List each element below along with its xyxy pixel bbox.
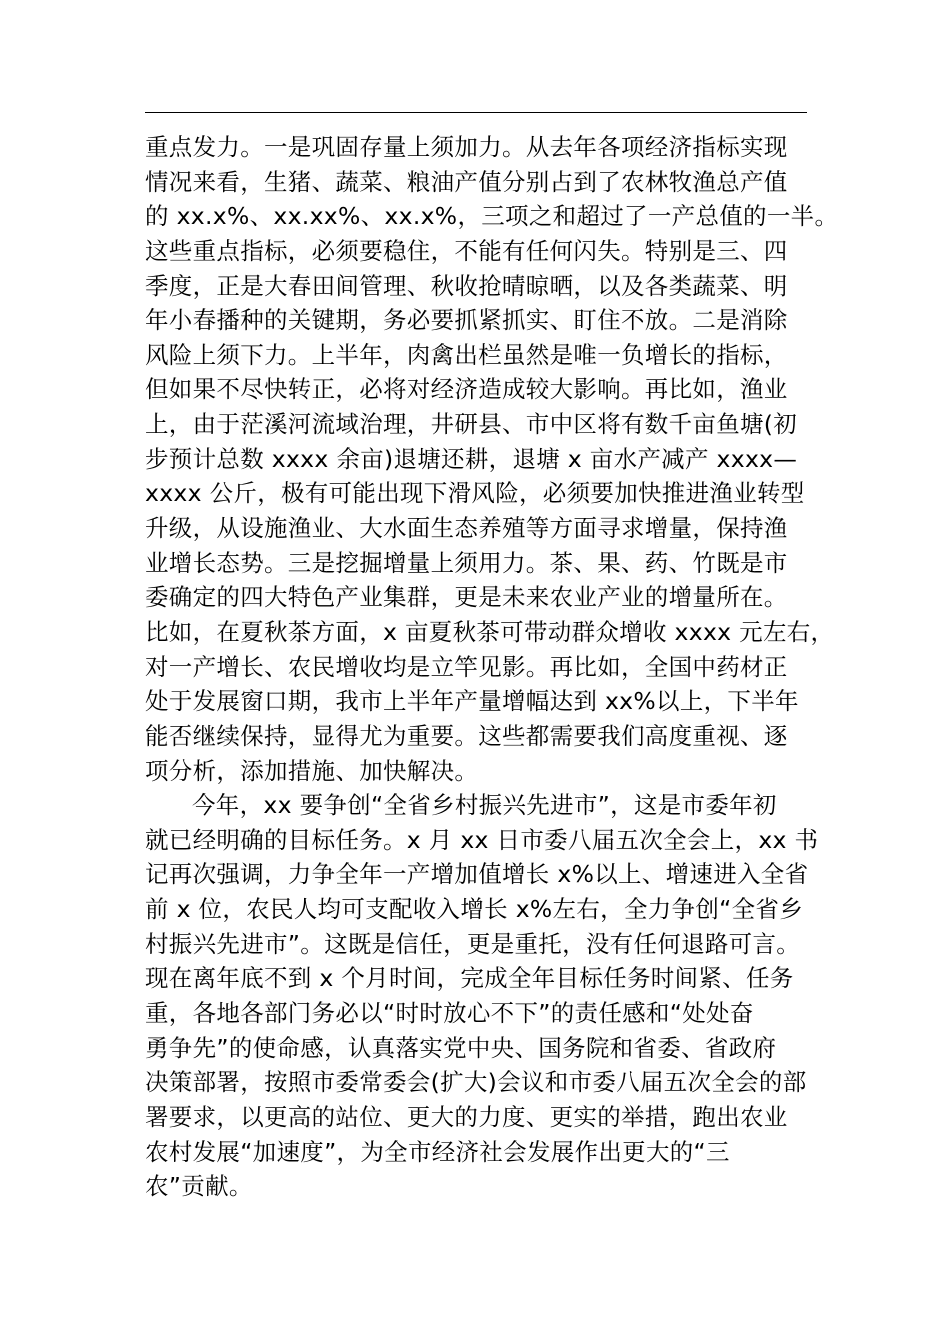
text-line: 的 xx.x%、xx.xx%、xx.x%，三项之和超过了一产总值的一半。 bbox=[145, 202, 839, 231]
text-line: 村振兴先进市”。这既是信任，更是重托，没有任何退路可言。 bbox=[145, 929, 801, 958]
text-line: 上，由于茫溪河流域治理，井研县、市中区将有数千亩鱼塘(初 bbox=[145, 410, 798, 439]
body-text bbox=[145, 130, 839, 1204]
header-rule bbox=[145, 112, 807, 113]
text-line: 业增长态势。三是挖掘增量上须用力。茶、果、药、竹既是市 bbox=[145, 548, 788, 577]
text-line: 前 x 位，农民人均可支配收入增长 x%左右，全力争创“全省乡 bbox=[145, 895, 804, 924]
text-line: 季度，正是大春田间管理、秋收抢晴晾晒，以及各类蔬菜、明 bbox=[145, 271, 788, 300]
text-line: 农”贡献。 bbox=[145, 1172, 253, 1201]
text-line: 但如果不尽快转正，必将对经济造成较大影响。再比如，渔业 bbox=[145, 375, 788, 404]
text-line: 委确定的四大特色产业集群，更是未来农业产业的增量所在。 bbox=[145, 583, 788, 612]
text-line: 勇争先”的使命感，认真落实党中央、国务院和省委、省政府 bbox=[145, 1033, 777, 1062]
text-line: 记再次强调，力争全年一产增加值增长 x%以上、增速进入全省 bbox=[145, 860, 809, 889]
text-line: 项分析，添加措施、加快解决。 bbox=[145, 756, 479, 785]
text-line: 署要求，以更高的站位、更大的力度、更实的举措，跑出农业 bbox=[145, 1102, 788, 1131]
paragraph-first-line: 今年，xx 要争创“全省乡村振兴先进市”，这是市委年初 bbox=[192, 791, 777, 820]
text-line: 能否继续保持，显得尤为重要。这些都需要我们高度重视、逐 bbox=[145, 721, 788, 750]
text-line: 情况来看，生猪、蔬菜、粮油产值分别占到了农林牧渔总产值 bbox=[145, 167, 788, 196]
text-line: 就已经明确的目标任务。x 月 xx 日市委八届五次全会上，xx 书 bbox=[145, 825, 819, 854]
text-line: 现在离年底不到 x 个月时间，完成全年目标任务时间紧、任务 bbox=[145, 964, 794, 993]
text-line: 升级，从设施渔业、大水面生态养殖等方面寻求增量，保持渔 bbox=[145, 514, 788, 543]
text-line: 步预计总数 xxxx 余亩)退塘还耕，退塘 x 亩水产减产 xxxx— bbox=[145, 444, 798, 473]
text-line: 农村发展“加速度”，为全市经济社会发展作出更大的“三 bbox=[145, 1137, 730, 1166]
text-line: 对一产增长、农民增收均是立竿见影。再比如，全国中药材正 bbox=[145, 652, 788, 681]
text-line: 比如，在夏秋茶方面，x 亩夏秋茶可带动群众增收 xxxx 元左右， bbox=[145, 617, 835, 646]
text-line: 风险上须下力。上半年，肉禽出栏虽然是唯一负增长的指标， bbox=[145, 340, 788, 369]
text-line: xxxx 公斤，极有可能出现下滑风险，必须要加快推进渔业转型 bbox=[145, 479, 805, 508]
text-line: 这些重点指标，必须要稳住，不能有任何闪失。特别是三、四 bbox=[145, 236, 788, 265]
text-line: 重，各地各部门务必以“时时放心不下”的责任感和“处处奋 bbox=[145, 999, 754, 1028]
text-line: 年小春播种的关键期，务必要抓紧抓实、盯住不放。二是消除 bbox=[145, 306, 788, 335]
text-line: 重点发力。一是巩固存量上须加力。从去年各项经济指标实现 bbox=[145, 133, 788, 161]
text-line: 处于发展窗口期，我市上半年产量增幅达到 xx%以上，下半年 bbox=[145, 687, 799, 716]
text-line: 决策部署，按照市委常委会(扩大)会议和市委八届五次全会的部 bbox=[145, 1068, 807, 1097]
